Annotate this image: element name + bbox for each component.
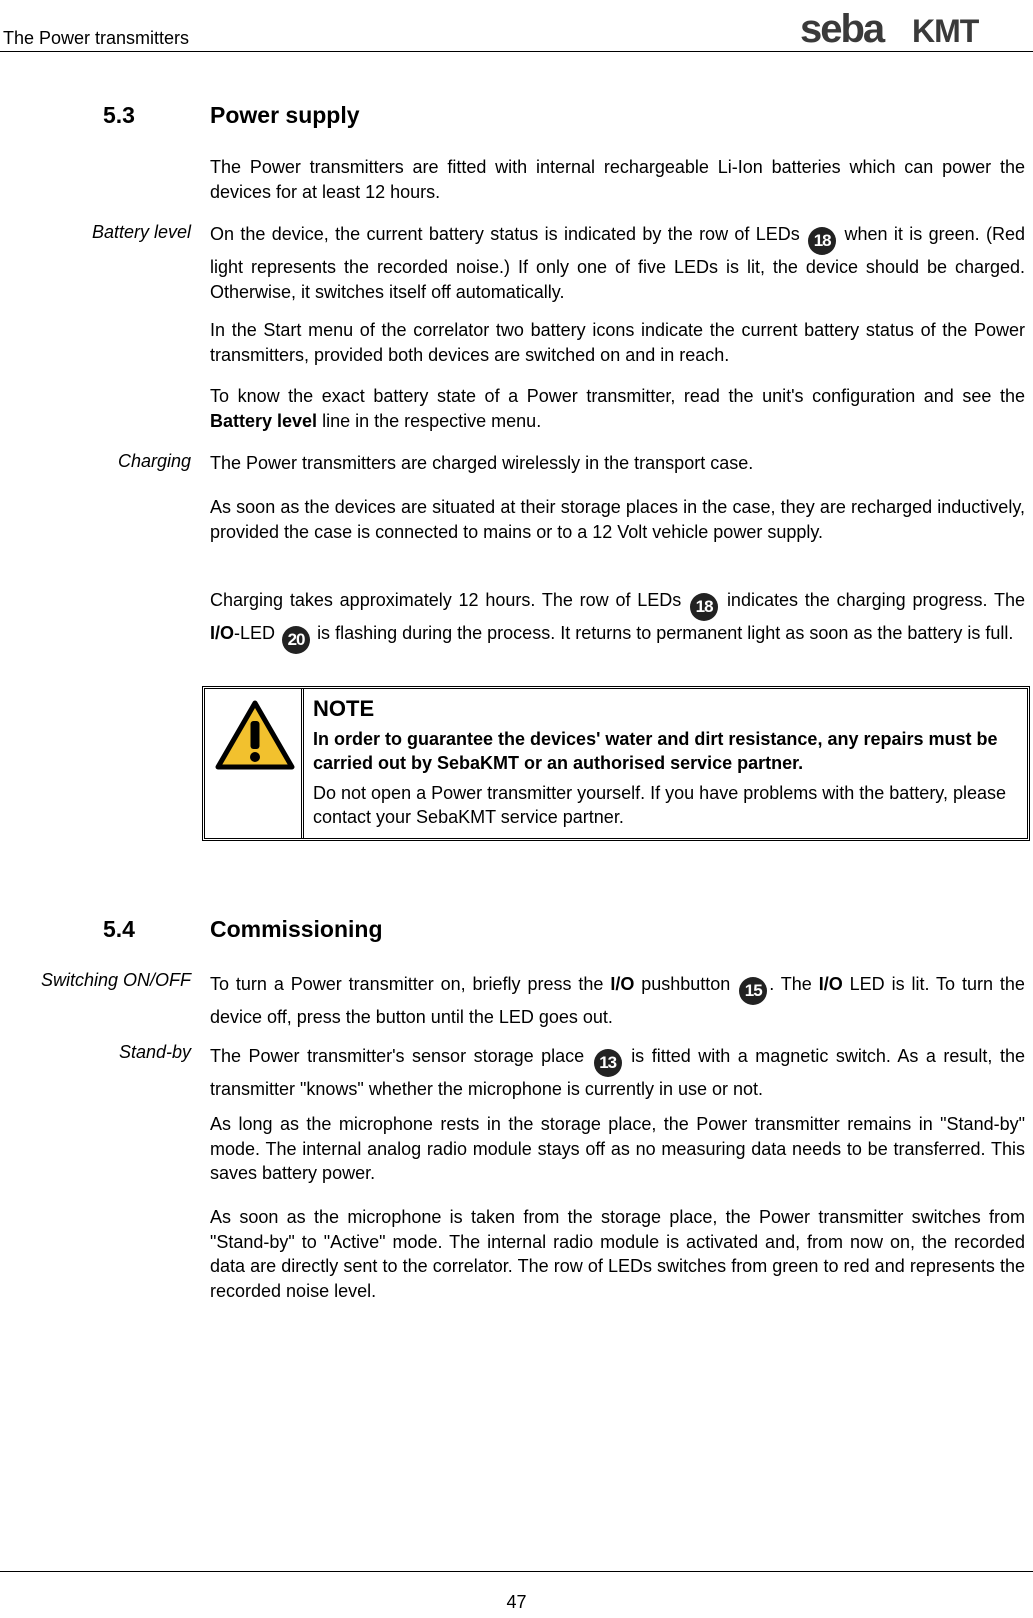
section-number-5-4: 5.4 — [103, 916, 135, 942]
callout-badge-18: 18 — [690, 593, 718, 621]
section-number-5-3: 5.3 — [103, 102, 135, 128]
svg-text:seba: seba — [800, 10, 884, 48]
margin-label-battery-level: Battery level — [91, 222, 191, 242]
svg-text:KMT: KMT — [912, 13, 979, 48]
callout-badge-15: 15 — [739, 977, 767, 1005]
section-title-power-supply: Power supply — [210, 102, 360, 128]
note-content — [313, 697, 1023, 829]
margin-label-switching: Switching ON/OFF — [40, 970, 191, 990]
warning-triangle-icon — [215, 699, 295, 771]
paragraph-intro: The Power transmitters are fitted with internal rechargeable Li-Ion batteries which can power the devices for at least 12 hours. — [210, 157, 1025, 202]
note-body: Do not open a Power transmitter yourself. If you have problems with the battery, please contact your SebaKMT service partner. — [313, 783, 1007, 827]
page-header — [0, 0, 1033, 54]
header-rule — [0, 51, 1033, 52]
footer-rule — [0, 1571, 1033, 1572]
page-number: 47 — [506, 1592, 527, 1612]
callout-badge-18: 18 — [808, 227, 836, 255]
sebakmt-logo — [800, 10, 1030, 48]
paragraph-charging-2: As soon as the devices are situated at their storage places in the case, they are recharged inductively, provided the case is connected to mains or to a 12 Volt vehicle power supply. — [210, 497, 1025, 542]
margin-label-standby: Stand-by — [118, 1042, 191, 1062]
header-title: The Power transmitters — [3, 28, 190, 48]
paragraph-charging-3: Charging takes approximately 12 hours. The row of LEDs 18 indicates the charging progress. The I/O-LED 20 is flashing during the process. It returns to permanent light as soon as the battery is full. — [210, 588, 1025, 654]
paragraph-battery-1: On the device, the current battery status is indicated by the row of LEDs 18 when it is green. (Red light represents the recorded noise.) If only one of five LEDs is lit, the device should be charged. Otherwise, it switches itself off automatically. — [210, 224, 1025, 302]
paragraph-standby-3: As soon as the microphone is taken from the storage place, the Power transmitter switches from "Stand-by" to "Active" mode. The internal radio module is activated and, from now on, the recorded data are directly sent to the correlator. The row of LEDs switches from green to red and represents the recorded noise level. — [210, 1207, 1025, 1301]
callout-badge-20: 20 — [282, 626, 310, 654]
paragraph-battery-3: To know the exact battery state of a Power transmitter, read the unit's configuration and see the Battery level line in the respective menu. — [210, 386, 1025, 431]
section-title-commissioning: Commissioning — [210, 916, 383, 942]
paragraph-charging-1: The Power transmitters are charged wirelessly in the transport case. — [210, 453, 754, 473]
note-icon-cell — [205, 689, 304, 838]
paragraph-battery-2: In the Start menu of the correlator two battery icons indicate the current battery status of the Power transmitters, provided both devices are switched on and in reach. — [210, 320, 1025, 365]
paragraph-switching: To turn a Power transmitter on, briefly press the I/O pushbutton 15 . The I/O LED is lit. To turn the device off, press the button until the LED goes out. — [210, 974, 1025, 1027]
callout-badge-13: 13 — [594, 1049, 622, 1077]
paragraph-standby-2: As long as the microphone rests in the storage place, the Power transmitter remains in "Stand-by" mode. The internal analog radio module stays off as no measuring data needs to be transferred. This saves battery power. — [210, 1114, 1025, 1183]
note-title: NOTE — [313, 696, 375, 721]
note-box — [202, 686, 1030, 841]
margin-label-charging: Charging — [117, 451, 191, 471]
paragraph-standby-1: The Power transmitter's sensor storage place 13 is fitted with a magnetic switch. As a result, the transmitter "knows" whether the microphone is currently in use or not. — [210, 1046, 1025, 1099]
note-warning-bold: In order to guarantee the devices' water and dirt resistance, any repairs must be carried out by SebaKMT or an authorised service partner. — [313, 729, 998, 773]
